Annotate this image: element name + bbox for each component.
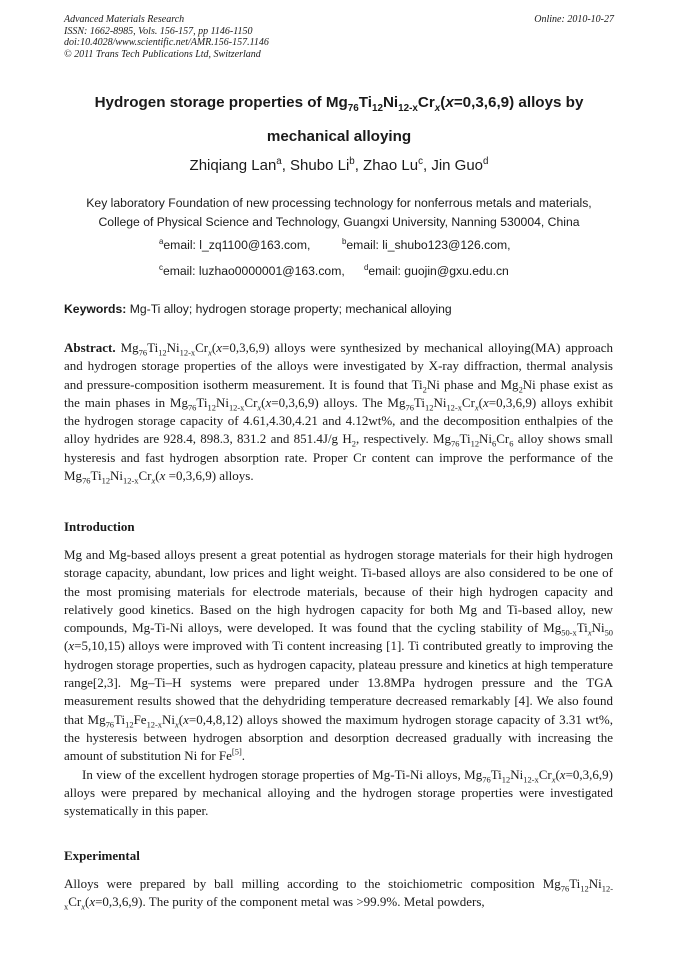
- doi-line: doi:10.4028/www.scientific.net/AMR.156-157.1146: [64, 37, 269, 48]
- copyright-line: © 2011 Trans Tech Publications Ltd, Switzerland: [64, 48, 261, 60]
- section-heading-introduction: Introduction: [64, 519, 135, 534]
- email-c[interactable]: $^c$email: luzhao0000001@163.com,: [159, 262, 345, 278]
- title-line-1: Hydrogen storage properties of $Mg_{76}Ti_{12}Ni_{12-x}Cr_x(x=0,3,6,9)$ alloys by: [94, 94, 584, 115]
- experimental-paragraph: Alloys were prepared by ball milling according to the stoichiometric composition $Mg_{76}Ti_{12}Ni_{12-x}Cr_x(x=0,3,6,9)$. The purity of the component metal was >99.9%. Metal powders,: [64, 876, 613, 912]
- title-line-2: mechanical alloying: [266, 128, 412, 145]
- keywords: Keywords: Mg-Ti alloy; hydrogen storage property; mechanical alloying: [64, 302, 452, 316]
- issn-line: ISSN: 1662-8985, Vols. 156-157, pp 1146-1150: [64, 25, 253, 37]
- author-list: Zhiqiang Lan$^a$, Shubo Li$^b$, Zhao Lu$^c$, Jin Guo$^d$: [189, 156, 489, 174]
- section-heading-experimental: Experimental: [64, 848, 140, 863]
- introduction-paragraph: Mg and Mg-based alloys present a great potential as hydrogen storage materials for their high hydrogen storage capacity, abundant, low prices and light weight. Ti-based alloys are also considered to be one of the most promising materials for electrode materials, because of their high hydrogen capacity and relatively good kinetics. Based on the high hydrogen capacity for both Mg and Ti-based alloy, new compounds, Mg-Ti-Ni alloys, were developed. It was found that the cycling stability of $Mg_{50-x}Ti_xNi_{50}$ (x=5,10,15) alloys were improved with Ti content increasing [1]. Ti contributed greatly to improving the hydrogen storage properties, such as hydrogen capacity, plateau pressure and kinetics at high temperature range[2,3]. Mg–Ti–H systems were prepared under 13.8MPa hydrogen pressure and the TGA measurement results showed that the dehydriding temperature decreased remarkably [4]. We also found that $Mg_{76}Ti_{12}Fe_{12-x}Ni_x(x=0,4,8,12)$ alloys showed the maximum hydrogen storage capacity of 3.31 wt%, the hysteresis between hydrogen absorption and desorption decreased gradually with increasing the amount of substitution Ni for Fe[5]. In view of the excellent hydrogen storage properties of Mg-Ti-Ni alloys, $Mg_{76}Ti_{12}Ni_{12-x}Cr_x(x=0,3,6,9)$ alloys were prepared by mechanical alloying and the hydrogen storage properties were investigated systematically in this paper.: [64, 547, 613, 819]
- abstract: Abstract. $Mg_{76}Ti_{12}Ni_{12-x}Cr_x(x=0,3,6,9)$ alloys were synthesized by mechanical alloying(MA) approach and hydrogen storage properties of the alloys were investigated by X-ray diffraction, thermal analysis and pressure-composition isotherm measurement. It is found that $Ti_2Ni$ phase and $Mg_2Ni$ phase exist as the main phases in $Mg_{76}Ti_{12}Ni_{12-x}Cr_x(x=0,3,6,9)$ alloys. The $Mg_{76}Ti_{12}Ni_{12-x}Cr_x(x=0,3,6,9)$ alloys exhibit the hydrogen storage capacity of 4.61,4.30,4.21 and 4.12wt%, and the decomposition enthalpies of the alloy hydrides are 928.4, 898.3, 831.2 and 851.4J/g $H_2$, respectively. $Mg_{76}Ti_{12}Ni_6Cr_6$ alloy shows small hysteresis and fast hydrogen absorption rate. Proper Cr content can improve the performance of the $Mg_{76}Ti_{12}Ni_{12-x}Cr_x(x =0,3,6,9)$ alloys.: [64, 340, 613, 486]
- online-date: Online: 2010-10-27: [534, 14, 614, 25]
- affiliation: Key laboratory Foundation of new processing technology for nonferrous metals and materials, College of Physical Science and Technology, Guangxi University, Nanning 530004, China: [86, 196, 592, 229]
- email-a[interactable]: $^a$email: l_zq1100@163.com,: [159, 236, 311, 252]
- journal-name: Advanced Materials Research: [64, 14, 185, 25]
- email-d[interactable]: $^d$email: guojin@gxu.edu.cn: [364, 262, 509, 278]
- journal-header: [64, 14, 269, 60]
- email-b[interactable]: $^b$email: li_shubo123@126.com,: [342, 236, 511, 252]
- paper-title: [64, 86, 614, 154]
